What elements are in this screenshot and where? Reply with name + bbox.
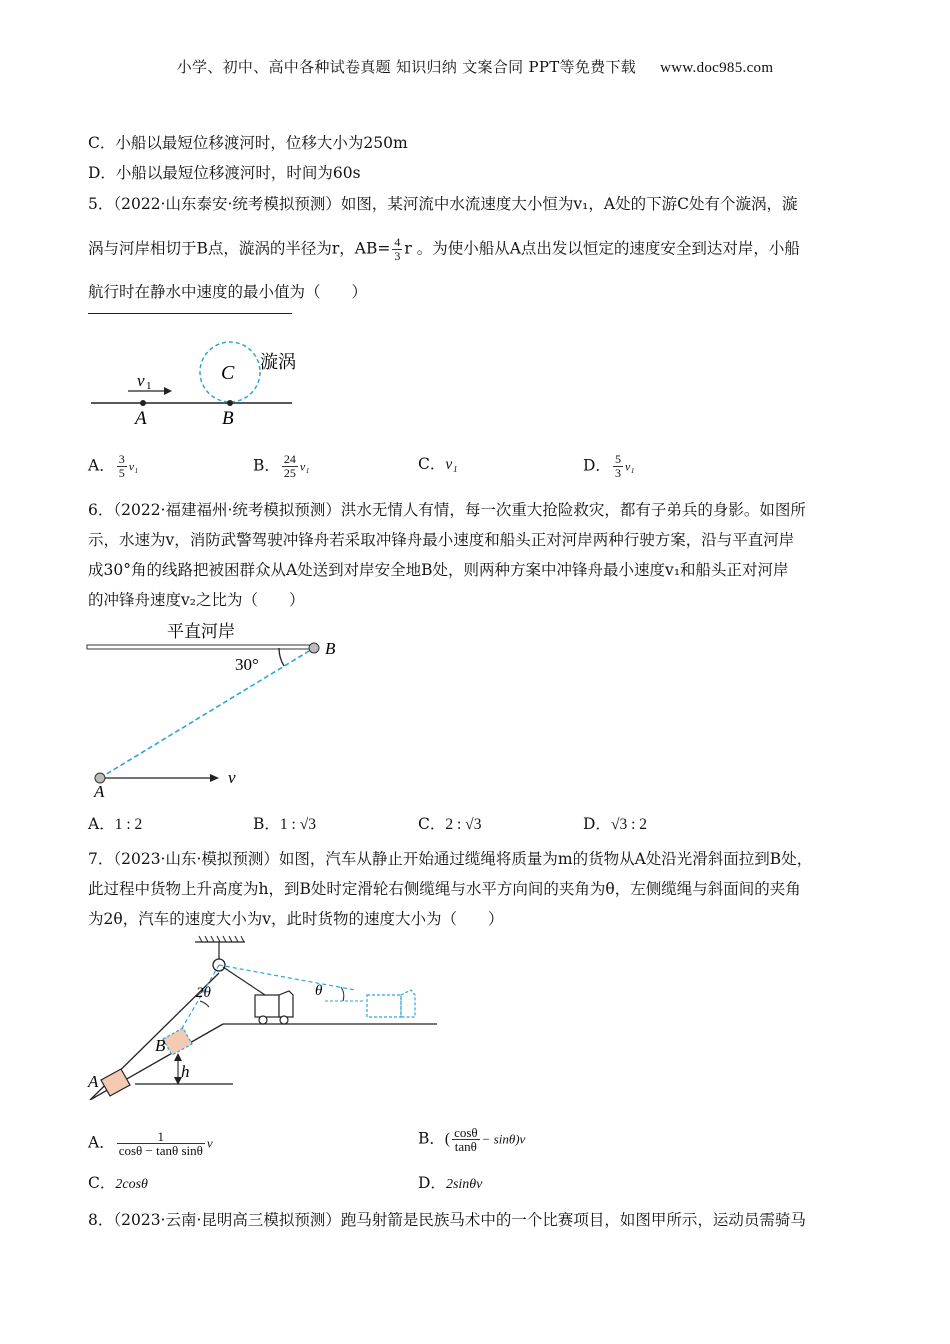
truck-wheel-2 bbox=[280, 1016, 288, 1024]
q5-fraction: $\frac{4}{3}$ bbox=[394, 235, 401, 263]
truck-wheel-1 bbox=[259, 1016, 267, 1024]
theta-arc bbox=[341, 987, 344, 1001]
q5-line2 bbox=[88, 236, 800, 263]
point-b bbox=[227, 400, 233, 406]
q6-option-a[interactable]: A．1 : 2 bbox=[88, 815, 143, 833]
q7-option-c[interactable]: C．2cosθ bbox=[88, 1174, 148, 1192]
q6-line1: 6．（2022·福建福州·统考模拟预测）洪水无情人有情，每一次重大抢险救灾，都有子弟兵的身影。如图所 bbox=[88, 501, 806, 519]
label-c: C bbox=[221, 362, 235, 384]
page-header bbox=[0, 56, 950, 77]
q5-line1: 5．（2022·山东泰安·统考模拟预测）如图，某河流中水流速度大小恒为v₁，A处的下游C处有个漩涡，漩 bbox=[88, 195, 798, 213]
label-b: B bbox=[222, 408, 234, 429]
label-angle: 30° bbox=[235, 655, 259, 674]
cargo-b bbox=[163, 1028, 192, 1055]
q7-option-a[interactable]: A． $\frac{1}{\text{cosθ − tanθ sinθ}}$ v bbox=[88, 1129, 213, 1158]
q8-line1: 8．（2023·云南·昆明高三模拟预测）跑马射箭是民族马术中的一个比赛项目，如图甲所示，运动员需骑马 bbox=[88, 1211, 806, 1229]
height-arrow-up bbox=[174, 1053, 182, 1061]
q7-line2: 此过程中货物上升高度为h，到B处时定滑轮右侧缆绳与水平方向间的夹角为θ，左侧缆绳与斜面间的夹角 bbox=[88, 880, 801, 898]
q7-option-b[interactable]: B．( $\frac{\cos\theta}{\tan\theta}$ − sinθ)v bbox=[418, 1125, 526, 1154]
label-v-sub: 1 bbox=[146, 380, 152, 392]
header-site[interactable]: www.doc985.com bbox=[660, 60, 774, 76]
divider-line bbox=[88, 313, 292, 314]
label-a: A bbox=[88, 1072, 99, 1091]
prev-option-c: C．小船以最短位移渡河时，位移大小为250m bbox=[88, 134, 408, 152]
q5-option-c[interactable]: C．v₁ bbox=[418, 455, 458, 473]
label-b: B bbox=[325, 639, 336, 658]
water-velocity-arrow-head bbox=[210, 774, 219, 782]
truck-dashed-body bbox=[367, 995, 401, 1017]
point-a bbox=[140, 400, 146, 406]
q7-option-d[interactable]: D．2sinθv bbox=[418, 1174, 483, 1192]
label-theta: θ bbox=[315, 983, 323, 999]
rope-truck bbox=[223, 967, 265, 995]
label-b: B bbox=[155, 1036, 166, 1055]
v1-arrow-head bbox=[164, 387, 172, 395]
q7-line1: 7．（2023·山东·模拟预测）如图，汽车从静止开始通过缆绳将质量为m的货物从A处沿光滑斜面拉到B处， bbox=[88, 850, 813, 868]
angle-arc bbox=[279, 648, 284, 666]
q6-line2: 示，水速为v，消防武警驾驶冲锋舟若采取冲锋舟最小速度和船头正对河岸两种行驶方案，沿与平直河岸 bbox=[88, 531, 795, 549]
q5-line2b: r 。为使小船从A点出发以恒定的速度安全到达对岸，小船 bbox=[404, 239, 800, 258]
q7-figure bbox=[85, 935, 440, 1100]
route-line bbox=[100, 648, 314, 778]
point-b bbox=[309, 643, 319, 653]
q6-option-b[interactable]: B．1 : √3 bbox=[253, 815, 316, 833]
label-two-theta: 2θ bbox=[196, 985, 211, 1001]
q5-option-b[interactable]: B． $\frac{24}{25}$ v₁ bbox=[253, 452, 310, 480]
label-v: v bbox=[228, 768, 236, 787]
two-theta-arc bbox=[200, 1001, 209, 1007]
q5-option-d[interactable]: D． $\frac{5}{3}$ v₁ bbox=[583, 452, 635, 480]
q6-option-c[interactable]: C．2 : √3 bbox=[418, 815, 482, 833]
label-v: v bbox=[137, 371, 145, 390]
label-a: A bbox=[94, 782, 105, 801]
q6-option-d[interactable]: D．√3 : 2 bbox=[583, 815, 648, 833]
truck-dashed-cab bbox=[401, 990, 415, 1017]
label-h: h bbox=[181, 1062, 190, 1081]
header-text: 小学、初中、高中各种试卷真题 知识归纳 文案合同 PPT等免费下载 bbox=[176, 58, 637, 76]
truck-body bbox=[255, 995, 279, 1017]
q5-line2a: 涡与河岸相切于B点，漩涡的半径为r，AB= bbox=[88, 239, 391, 258]
q6-figure bbox=[85, 615, 345, 805]
q5-figure bbox=[88, 336, 298, 431]
q6-line4: 的冲锋舟速度v₂之比为（ ） bbox=[88, 591, 305, 609]
label-bank: 平直河岸 bbox=[167, 622, 235, 642]
q6-line3: 成30°角的线路把被困群众从A处送到对岸安全地B处，则两种方案中冲锋舟最小速度v₁和船头正对河岸 bbox=[88, 561, 789, 579]
truck-cab bbox=[279, 991, 293, 1017]
ceiling-hatch bbox=[199, 936, 244, 942]
q7-line3: 为2θ，汽车的速度大小为v，此时货物的速度大小为（ ） bbox=[88, 910, 504, 928]
q5-line3: 航行时在静水中速度的最小值为（ ） bbox=[88, 283, 368, 301]
label-a: A bbox=[135, 408, 147, 429]
label-whirl: 漩涡 bbox=[260, 352, 296, 373]
prev-option-d: D．小船以最短位移渡河时，时间为60s bbox=[88, 164, 361, 182]
q5-option-a[interactable]: A． $\frac{3}{5}$ v₁ bbox=[88, 452, 139, 480]
